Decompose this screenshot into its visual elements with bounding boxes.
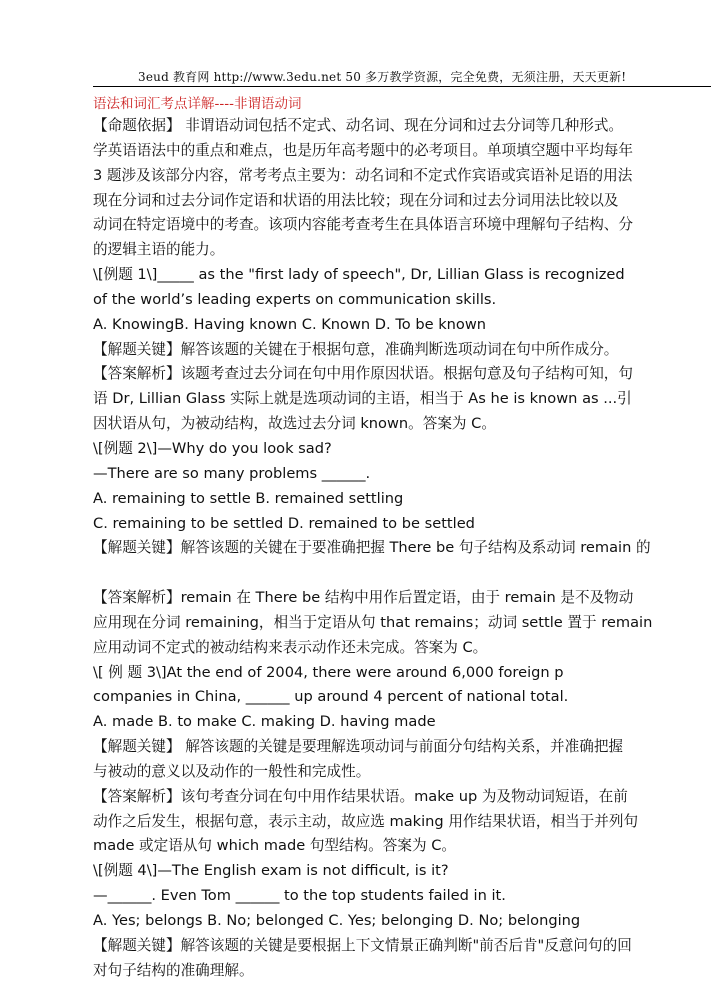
page-header: 3eud 教育网 http://www.3edu.net 50 多万教学资源，完全免费，无须注册，天天更新! <box>138 70 627 84</box>
body-line: made 或定语从句 which made 句型结构。答案为 C。 <box>93 837 457 855</box>
body-line: \[例题 4\]—The English exam is not difficult, is it? <box>93 862 449 880</box>
body-line: 与被动的意义以及动作的一般性和完成性。 <box>93 762 371 780</box>
body-line: \[例题 2\]—Why do you look sad? <box>93 439 332 457</box>
body-line: 因状语从句，为被动结构，故选过去分词 known。答案为 C。 <box>93 415 496 433</box>
body-line: 语 Dr, Lillian Glass 实际上就是选项动词的主语，相当于 As he is known as ...引 <box>93 390 632 408</box>
body-line: 3 题涉及该部分内容，常考考点主要为：动名词和不定式作宾语或宾语补足语的用法 <box>93 166 633 184</box>
body-line: 【答案解析】该句考查分词在句中用作结果状语。make up 为及物动词短语，在前 <box>93 787 628 805</box>
body-line: 的逻辑主语的能力。 <box>93 241 225 259</box>
body-line: 【解题关键】 解答该题的关键是要理解选项动词与前面分句结构关系，并准确把握 <box>93 738 624 756</box>
body-line: \[ 例 题 3\]At the end of 2004, there were around 6,000 foreign p <box>93 663 564 681</box>
body-line: —There are so many problems ______. <box>93 464 371 482</box>
body-line: 应用现在分词 remaining，相当于定语从句 that remains；动词 settle 置于 remain <box>93 613 653 631</box>
body-line: A. Yes; belongs B. No; belonged C. Yes; belonging D. No; belonging <box>93 912 581 929</box>
body-line: 【答案解析】remain 在 There be 结构中用作后置定语，由于 remain 是不及物动 <box>93 589 634 607</box>
body-line: 【答案解析】该题考查过去分词在句中用作原因状语。根据句意及句子结构可知，句 <box>93 365 633 383</box>
body-line: A. KnowingB. Having known C. Known D. To be known <box>93 315 487 333</box>
body-line: 对句子结构的准确理解。 <box>93 961 254 979</box>
body-line: 动词在特定语境中的考查。该项内容能考查考生在具体语言环境中理解句子结构、分 <box>93 216 633 234</box>
body-line: A. made B. to make C. making D. having made <box>93 713 436 731</box>
body-line: 【命题依据】 非谓语动词包括不定式、动名词、现在分词和过去分词等几种形式。 <box>93 117 624 134</box>
body-line: 学英语语法中的重点和难点，也是历年高考题中的必考项目。单项填空题中平均每年 <box>93 141 633 159</box>
body-line: 【解题关键】解答该题的关键在于根据句意，准确判断选项动词在句中所作成分。 <box>93 340 619 358</box>
document-body <box>93 114 711 983</box>
body-line: 动作之后发生，根据句意，表示主动，故应选 making 用作结果状语，相当于并列句 <box>93 812 639 830</box>
body-line: of the world’s leading experts on communication skills. <box>93 290 497 308</box>
body-line: 【解题关键】解答该题的关键是要根据上下文情景正确判断"前否后肯"反意问句的回 <box>93 936 632 954</box>
body-line: 【解题关键】解答该题的关键在于要准确把握 There be 句子结构及系动词 remain 的 <box>93 539 651 557</box>
body-line: 应用动词不定式的被动结构来表示动作还未完成。答案为 C。 <box>93 638 488 656</box>
body-line: companies in China, ______ up around 4 percent of national total. <box>93 688 569 706</box>
body-line: C. remaining to be settled D. remained to be settled <box>93 514 475 532</box>
header-rule <box>93 86 711 87</box>
body-line: A. remaining to settle B. remained settling <box>93 489 404 507</box>
body-line: \[例题 1\]_____ as the "first lady of speech", Dr, Lillian Glass is recognized <box>93 266 625 284</box>
body-line: —______. Even Tom ______ to the top students failed in it. <box>93 887 506 905</box>
body-line <box>93 561 711 586</box>
body-line: 现在分词和过去分词作定语和状语的用法比较；现在分词和过去分词用法比较以及 <box>93 191 619 209</box>
section-title: 语法和词汇考点详解----非谓语动词 <box>93 96 302 112</box>
